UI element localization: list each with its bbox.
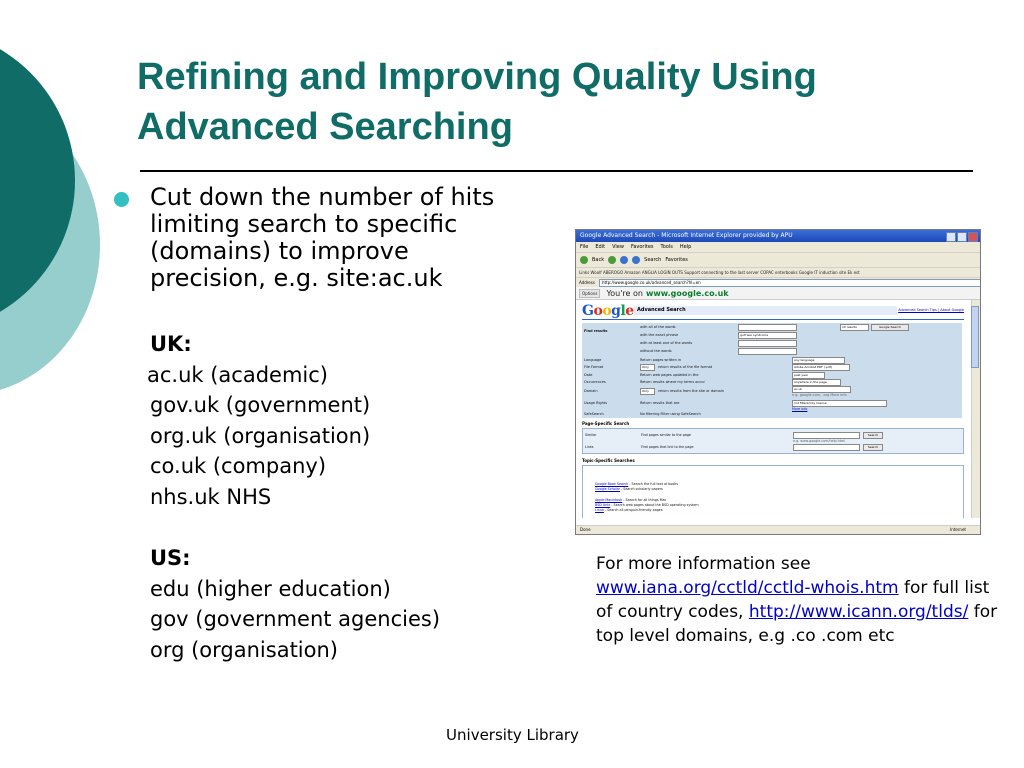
topic-desc: - Search the full text of books: [628, 482, 679, 486]
google-search-button[interactable]: Google Search: [871, 324, 909, 331]
similar-search-button[interactable]: Search: [863, 432, 883, 439]
topic-link[interactable]: Apple Macintosh: [595, 498, 623, 502]
safesearch-label: SafeSearch: [584, 412, 604, 416]
info-suffix: for top level domains, e.g .co .com etc: [596, 602, 998, 646]
search-label[interactable]: Search: [644, 257, 662, 263]
domain-label: Domain: [584, 389, 598, 393]
similar-input[interactable]: [793, 432, 860, 439]
page-specific-box: [582, 428, 964, 454]
list-item: org.uk (organisation): [150, 423, 371, 448]
iana-link[interactable]: www.iana.org/cctld/cctld-whois.htm: [596, 578, 899, 598]
domain-banner: [576, 287, 980, 300]
browser-links-bar[interactable]: Links Woolf ABEROGO Amazon ANGLIA LOGIN OUTS Support connecting to the last server COPAC enterbooks Google IT induction site Ek est: [576, 267, 980, 277]
menu-help[interactable]: Help: [679, 244, 692, 250]
occurrences-label: Occurrences: [584, 380, 606, 384]
any-words-input[interactable]: [738, 340, 797, 347]
browser-content: [576, 300, 980, 518]
browser-title: Google Advanced Search - Microsoft Internet Explorer provided by APU: [580, 232, 793, 239]
us-heading: US:: [150, 546, 191, 570]
options-button[interactable]: Options: [579, 289, 600, 298]
menu-favorites[interactable]: Favorites: [630, 244, 654, 250]
find-results-label: Find results: [584, 329, 608, 333]
domain-hint: e.g. google.com, .org More info: [792, 393, 847, 397]
all-words-input[interactable]: [738, 324, 797, 331]
without-words-label: without the words: [640, 349, 672, 353]
back-label[interactable]: Back: [592, 257, 605, 263]
uk-heading: UK:: [150, 332, 192, 356]
refresh-icon[interactable]: [620, 256, 628, 264]
links-search-button[interactable]: Search: [863, 444, 883, 451]
title-divider: [140, 170, 973, 172]
browser-screenshot: [575, 229, 981, 535]
address-label: Address: [579, 280, 595, 285]
browser-toolbar: [576, 252, 980, 267]
google-header: [582, 303, 964, 320]
menu-tools[interactable]: Tools: [660, 244, 673, 250]
links-input[interactable]: [793, 444, 860, 451]
all-words-label: with all of the words: [640, 325, 676, 329]
uk-domain-list: [147, 329, 371, 512]
links-label: Links: [585, 445, 594, 449]
status-right: Internet: [950, 527, 966, 532]
file-format-mode-select[interactable]: Only: [640, 364, 655, 371]
file-format-select[interactable]: Adobe Acrobat PDF (.pdf): [792, 364, 850, 371]
forward-icon[interactable]: [608, 256, 616, 264]
topic-link[interactable]: Google Book Search: [595, 482, 629, 486]
favorites-label[interactable]: Favorites: [665, 257, 688, 263]
list-item: gov.uk (government): [150, 393, 371, 417]
usage-rights-desc: Return results that are: [640, 401, 680, 405]
topic-desc: - Search for all things Mac: [622, 498, 667, 502]
occurrences-select[interactable]: anywhere in the page: [792, 379, 841, 386]
back-icon[interactable]: [580, 256, 588, 264]
browser-menubar: [576, 242, 980, 252]
status-left: Done: [580, 527, 591, 532]
file-format-desc: return results of the file format: [658, 365, 713, 369]
advanced-search-title: Advanced Search: [634, 306, 897, 315]
google-logo[interactable]: Google: [582, 303, 634, 319]
date-select[interactable]: past year: [792, 372, 825, 379]
browser-scrollbar[interactable]: [971, 300, 980, 518]
us-domain-list: [150, 543, 440, 665]
domain-desc: return results from the site or domain: [658, 389, 725, 393]
info-mid: for full list of country codes,: [596, 578, 990, 622]
search-tips-link[interactable]: Advanced Search Tips | About Google: [898, 308, 964, 312]
browser-address-bar: [576, 277, 980, 287]
url-hint: e.g. www.google.com/help.html: [793, 439, 846, 443]
more-info-text: [596, 552, 1006, 648]
file-format-label: File Format: [584, 365, 604, 369]
usage-rights-label: Usage Rights: [584, 401, 608, 405]
title-line-1: Refining and Improving Quality Using: [137, 56, 817, 98]
domain-mode-select[interactable]: Only: [640, 388, 655, 395]
exact-phrase-label: with the exact phrase: [640, 333, 679, 337]
occurrences-desc: Return results where my terms occur: [640, 380, 705, 384]
date-desc: Return web pages updated in the: [640, 373, 699, 377]
maximize-icon[interactable]: [957, 232, 967, 242]
home-icon[interactable]: [632, 256, 640, 264]
close-icon[interactable]: [968, 232, 978, 242]
window-controls: [946, 232, 978, 242]
list-item: gov (government agencies): [150, 607, 441, 631]
info-prefix: For more information see: [596, 554, 811, 574]
date-label: Date: [584, 373, 593, 377]
bullet-icon: [114, 192, 129, 207]
safesearch-options[interactable]: No filtering Filter using SafeSearch: [640, 412, 701, 416]
menu-edit[interactable]: Edit: [595, 244, 606, 250]
icann-link[interactable]: http://www.icann.org/tlds/: [748, 602, 969, 622]
links-desc: Find pages that link to the page: [641, 445, 694, 449]
browser-titlebar: [576, 230, 980, 242]
language-desc: Return pages written in: [640, 358, 682, 362]
advanced-search-form: [582, 323, 962, 418]
title-line-2: Advanced Searching: [137, 106, 513, 148]
topic-link[interactable]: BSD Unix: [595, 503, 611, 507]
domain-input[interactable]: ac.uk: [792, 386, 851, 393]
topic-desc: - Search scholarly papers: [619, 487, 663, 491]
list-item: org (organisation): [150, 637, 338, 662]
page-specific-title: Page-Specific Search: [582, 421, 630, 426]
scroll-thumb[interactable]: [971, 306, 979, 368]
list-item: ac.uk (academic): [147, 362, 328, 387]
more-info-link[interactable]: More info: [792, 407, 808, 411]
address-input[interactable]: http://www.google.co.uk/advanced_search?hl=en: [599, 279, 981, 287]
usage-rights-select[interactable]: not filtered by license: [792, 400, 887, 407]
browser-statusbar: [576, 525, 980, 534]
topic-link[interactable]: Google Scholar: [595, 487, 620, 491]
any-words-label: with at least one of the words: [640, 341, 693, 345]
menu-file[interactable]: File: [580, 244, 589, 250]
bullet-text: Cut down the number of hits limiting search to specific (domains) to improve precision, e.g. site:ac.uk: [150, 183, 495, 292]
list-item: nhs.uk NHS: [150, 484, 272, 509]
without-words-input[interactable]: [738, 348, 797, 355]
topic-desc: - Search web pages about the BSD operating system: [610, 503, 699, 507]
slide-title: [137, 52, 997, 152]
topic-specific-box: [582, 465, 964, 518]
topic-row: [595, 496, 663, 515]
topic-desc: - Search all penguin-friendly pages: [603, 508, 663, 512]
results-count-select[interactable]: 10 results: [840, 324, 869, 331]
menu-view[interactable]: View: [612, 244, 624, 250]
language-select[interactable]: any language: [792, 357, 845, 364]
topic-link[interactable]: Linux: [595, 508, 604, 512]
exact-phrase-input[interactable]: gulf war syndrome: [738, 332, 797, 339]
youre-on-label: You're on: [606, 288, 643, 298]
youre-on-domain: www.google.co.uk: [645, 288, 729, 298]
language-label: Language: [584, 358, 602, 362]
topic-specific-title: Topic-Specific Searches: [582, 458, 635, 463]
footer: University Library: [446, 726, 579, 744]
similar-desc: Find pages similar to the page: [641, 433, 691, 437]
similar-label: Similar: [585, 433, 597, 437]
list-item: edu (higher education): [150, 576, 391, 601]
list-item: co.uk (company): [150, 454, 327, 478]
minimize-icon[interactable]: [946, 232, 956, 242]
